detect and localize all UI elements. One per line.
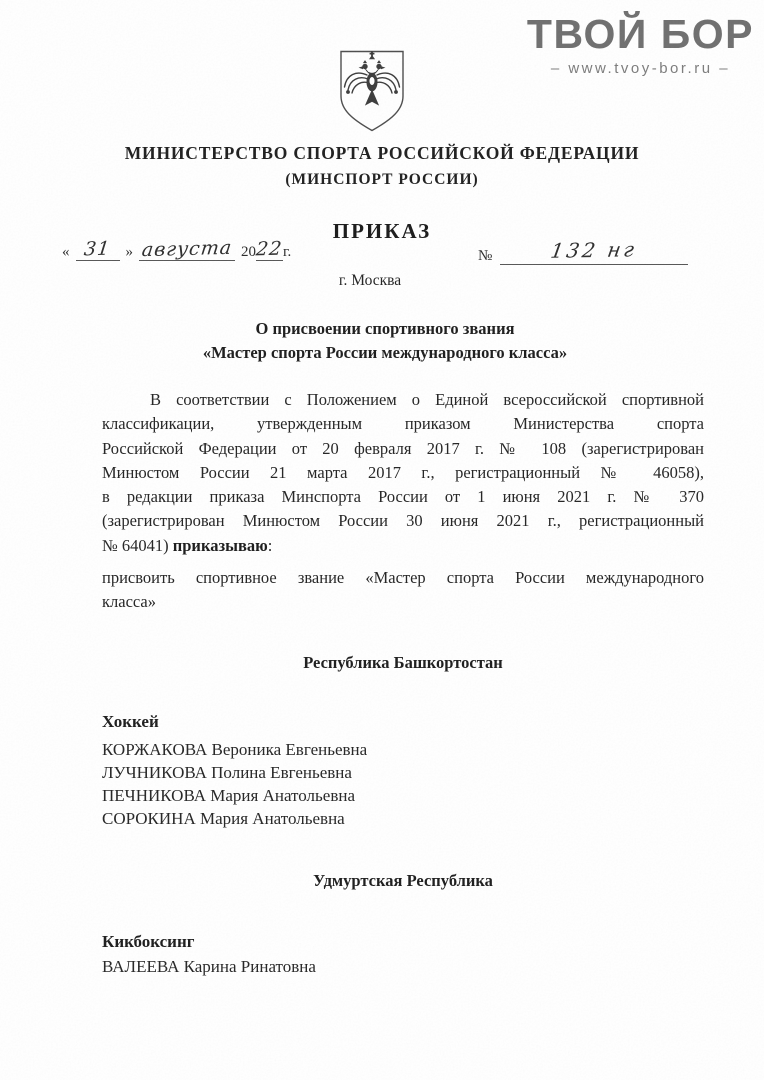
date-day-handwritten: 31 [83,237,112,261]
paragraph-line [102,534,704,558]
ministry-short-name: (МИНСПОРТ РОССИИ) [285,171,479,188]
number-handwritten: 132 нг [549,237,640,263]
order-subject [0,317,764,365]
russian-coat-of-arms-icon [336,48,408,134]
directive-line: класса» [102,592,156,612]
date-year-suffix: г. [283,243,292,260]
date-day-blank [76,237,120,261]
site-watermark [526,11,754,77]
number-label: № [478,247,493,264]
city-line: г. Москва [338,272,402,289]
paragraph-line: (зарегистрирован Минюстом России 30 июня 2021 г., регистрационный [102,511,704,531]
subject-line-1: О присвоении спортивного звания [255,319,515,338]
paragraph-line: классификации, утвержденным приказом Министерства спорта [102,414,704,434]
athlete-row: ПЕЧНИКОВА Мария Анатольевна [102,786,355,805]
paragraph-line: Российской Федерации от 20 февраля 2017 г. № 108 (зарегистрирован [102,438,704,458]
number-blank [500,237,688,265]
document-type-title: ПРИКАЗ [332,219,432,243]
directive-line: присвоить спортивное звание «Мастер спорта России международного [102,568,704,587]
region-heading-udmurtia: Удмуртская Республика [313,871,493,890]
date-close-quote: » [125,243,133,260]
region-heading-bashkortostan: Республика Башкортостан [303,653,503,672]
watermark-url: – www.tvoy-bor.ru – [550,60,731,77]
watermark-title: ТВОЙ БОР [526,11,754,57]
date-year-group [241,237,292,261]
athlete-row: СОРОКИНА Мария Анатольевна [102,809,345,828]
paragraph-line: в редакции приказа Минспорта России от 1 июня 2021 г. № 370 [102,487,704,507]
order-number [478,237,688,265]
athlete-row: ЛУЧНИКОВА Полина Евгеньевна [102,763,352,782]
date-century-printed: 20 [241,243,256,260]
date-month-handwritten: августа [140,236,234,262]
athlete-list-udmurtia [102,955,704,978]
sport-heading-kickboxing: Кикбоксинг [102,932,195,951]
order-directive [102,566,704,615]
date-open-quote: « [62,243,70,260]
date-month-blank [139,236,235,262]
order-word: приказываю [172,535,268,555]
date-year-handwritten: 22 [255,237,284,261]
athlete-row: КОРЖАКОВА Вероника Евгеньевна [102,740,368,759]
order-intro-paragraph [102,388,704,558]
subject-line-2: «Мастер спорта России международного класса» [202,343,568,362]
date-year-blank [255,237,284,261]
order-colon: : [267,535,273,555]
paragraph-line: Минюстом России 21 марта 2017 г., регистрационный № 46058), [102,462,704,482]
emblem-container [336,48,408,134]
ministry-name: МИНИСТЕРСТВО СПОРТА РОССИЙСКОЙ ФЕДЕРАЦИИ [124,143,640,163]
paragraph-line: В соответствии с Положением о Единой всероссийской спортивной [150,390,704,409]
sport-heading-hockey: Хоккей [102,712,159,731]
athlete-list-bashkortostan [102,738,704,830]
paragraph-last-line-prefix: № 64041) [102,535,173,555]
athlete-row: ВАЛЕЕВА Карина Ринатовна [102,957,316,976]
order-date [62,236,292,262]
